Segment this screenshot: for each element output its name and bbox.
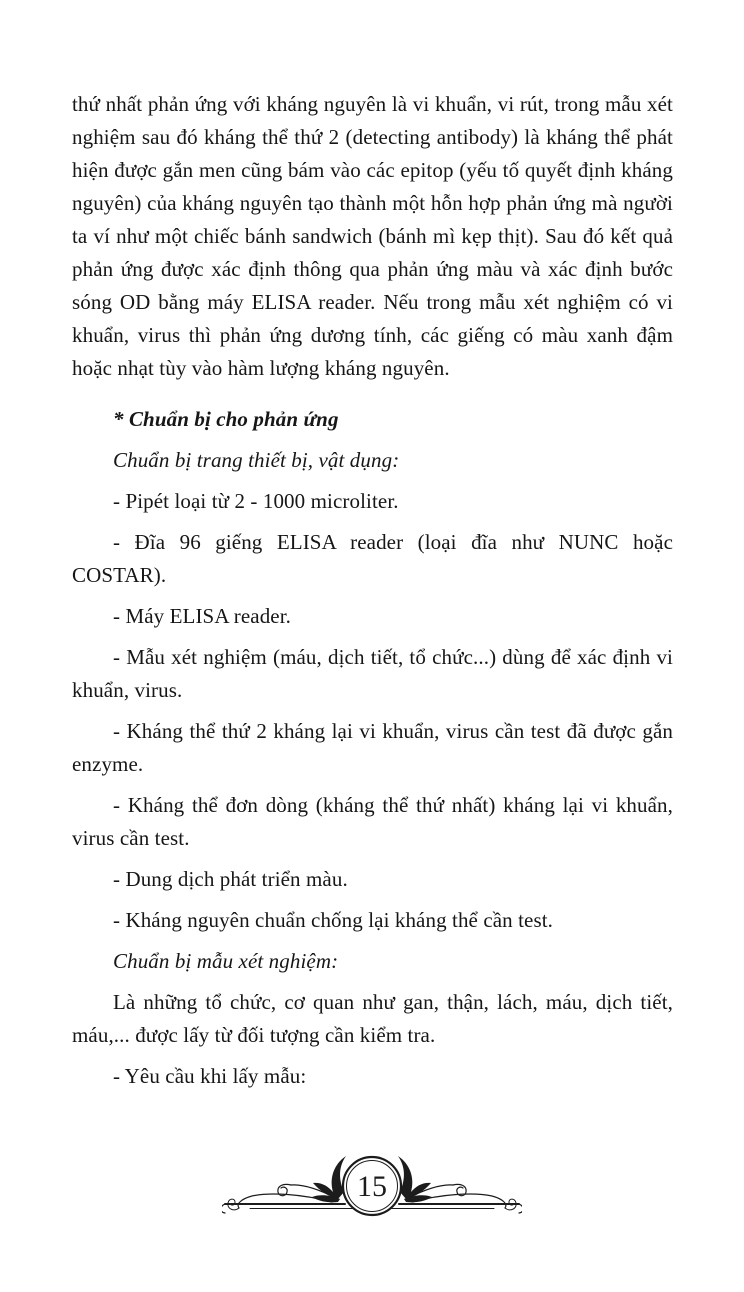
list-item: - Dung dịch phát triển màu. [113,867,348,891]
flourish-right-icon [390,1156,522,1213]
paragraph-sample: Là những tổ chức, cơ quan như gan, thận, lách, máu, dịch tiết, máu,... được lấy từ đối tượng cần kiểm tra. [72,990,673,1047]
list-item: - Mẫu xét nghiệm (máu, dịch tiết, tổ chức...) dùng để xác định vi khuẩn, virus. [72,645,673,702]
ornament-divider-icon [222,1142,522,1234]
list-item: - Kháng nguyên chuẩn chống lại kháng thể cần test. [113,908,554,932]
list-item: - Pipét loại từ 2 - 1000 microliter. [113,489,399,513]
paragraph-intro: thứ nhất phản ứng với kháng nguyên là vi khuẩn, vi rút, trong mẫu xét nghiệm sau đó kháng thể thứ 2 (detecting antibody) là kháng thể phát hiện được gắn men cũng bám vào các epitop (yếu tố quyết định kháng nguyên) của kháng nguyên tạo thành một hỗn hợp phản ứng mà người ta ví như một chiếc bánh sandwich (bánh mì kẹp thịt). Sau đó kết quả phản ứng được xác định thông qua phản ứng màu và xác định bước sóng OD bằng máy ELISA reader. Nếu trong mẫu xét nghiệm có vi khuẩn, virus thì phản ứng dương tính, các giếng có màu xanh đậm hoặc nhạt tùy vào hàm lượng kháng nguyên. [72,92,673,380]
section-heading: * Chuẩn bị cho phản ứng [113,407,339,431]
text-block [72,88,673,1093]
list-item: - Máy ELISA reader. [113,604,292,628]
list-item: - Yêu cầu khi lấy mẫu: [113,1064,307,1088]
page-number: 15 [357,1170,387,1203]
page-footer [222,1142,522,1234]
subheading-equipment: Chuẩn bị trang thiết bị, vật dụng: [113,448,400,472]
list-item: - Kháng thể thứ 2 kháng lại vi khuẩn, virus cần test đã được gắn enzyme. [72,719,673,776]
list-item: - Đĩa 96 giếng ELISA reader (loại đĩa như NUNC hoặc COSTAR). [72,530,673,587]
subheading-sample: Chuẩn bị mẫu xét nghiệm: [113,949,339,973]
list-item: - Kháng thể đơn dòng (kháng thể thứ nhất) kháng lại vi khuẩn, virus cần test. [72,793,673,850]
flourish-left-icon [222,1156,354,1213]
